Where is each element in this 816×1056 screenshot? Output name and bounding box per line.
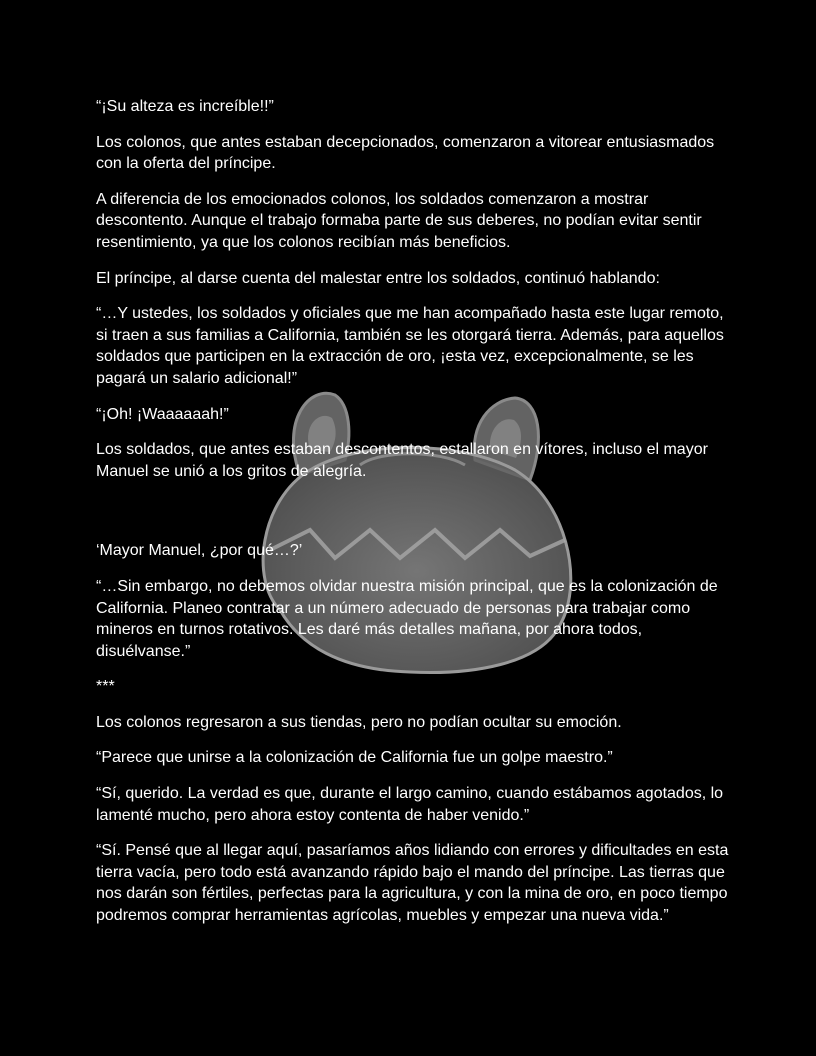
paragraph: A diferencia de los emocionados colonos, los soldados comenzaron a mostrar descontento. Aunque el trabajo formaba parte de sus deberes, no podían evitar sentir resentimiento, ya que los colonos recibían más beneficios. — [96, 190, 702, 251]
paragraph: “¡Su alteza es increíble!!” — [96, 98, 274, 115]
paragraph: “…Y ustedes, los soldados y oficiales que me han acompañado hasta este lugar remoto, si traen a sus familias a California, también se les otorgará tierra. Además, para aquellos soldados que participen en la extracción de oro, ¡esta vez, excepcionalmente, se les pagará un salario adicional!” — [96, 305, 724, 387]
paragraph: “Sí. Pensé que al llegar aquí, pasaríamos años lidiando con errores y dificultades en esta tierra vacía, pero todo está avanzando rápido bajo el mando del príncipe. Las tierras que nos darán son fértiles, perfectas para la agricultura, y con la mina de oro, en poco tiempo podremos comprar herramientas agrícolas, muebles y empezar una nueva vida.” — [96, 842, 729, 925]
paragraph: “…Sin embargo, no debemos olvidar nuestra misión principal, que es la colonización de California. Planeo contratar a un número adecuado de personas para trabajar como mineros en turnos rotativos. Les daré más detalles mañana, por ahora todos, disuélvanse.” — [96, 577, 718, 660]
document-page — [96, 96, 736, 941]
section-separator: *** — [96, 678, 115, 696]
paragraph: “¡Oh! ¡Waaaaaah!” — [96, 405, 229, 423]
paragraph: Los soldados, que antes estaban descontentos, estallaron en vítores, incluso el mayor Manuel se unió a los gritos de alegría. — [96, 441, 708, 480]
paragraph: “Sí, querido. La verdad es que, durante el largo camino, cuando estábamos agotados, lo lamenté mucho, pero ahora estoy contenta de haber venido.” — [96, 785, 724, 824]
paragraph: Los colonos regresaron a sus tiendas, pero no podían ocultar su emoción. — [96, 713, 622, 731]
blank-space — [96, 496, 736, 540]
paragraph: “Parece que unirse a la colonización de California fue un golpe maestro.” — [96, 749, 613, 767]
paragraph: El príncipe, al darse cuenta del malestar entre los soldados, continuó hablando: — [96, 269, 660, 287]
paragraph: ‘Mayor Manuel, ¿por qué…?’ — [96, 542, 303, 560]
paragraph: Los colonos, que antes estaban decepcionados, comenzaron a vitorear entusiasmados con la oferta del príncipe. — [96, 133, 715, 173]
